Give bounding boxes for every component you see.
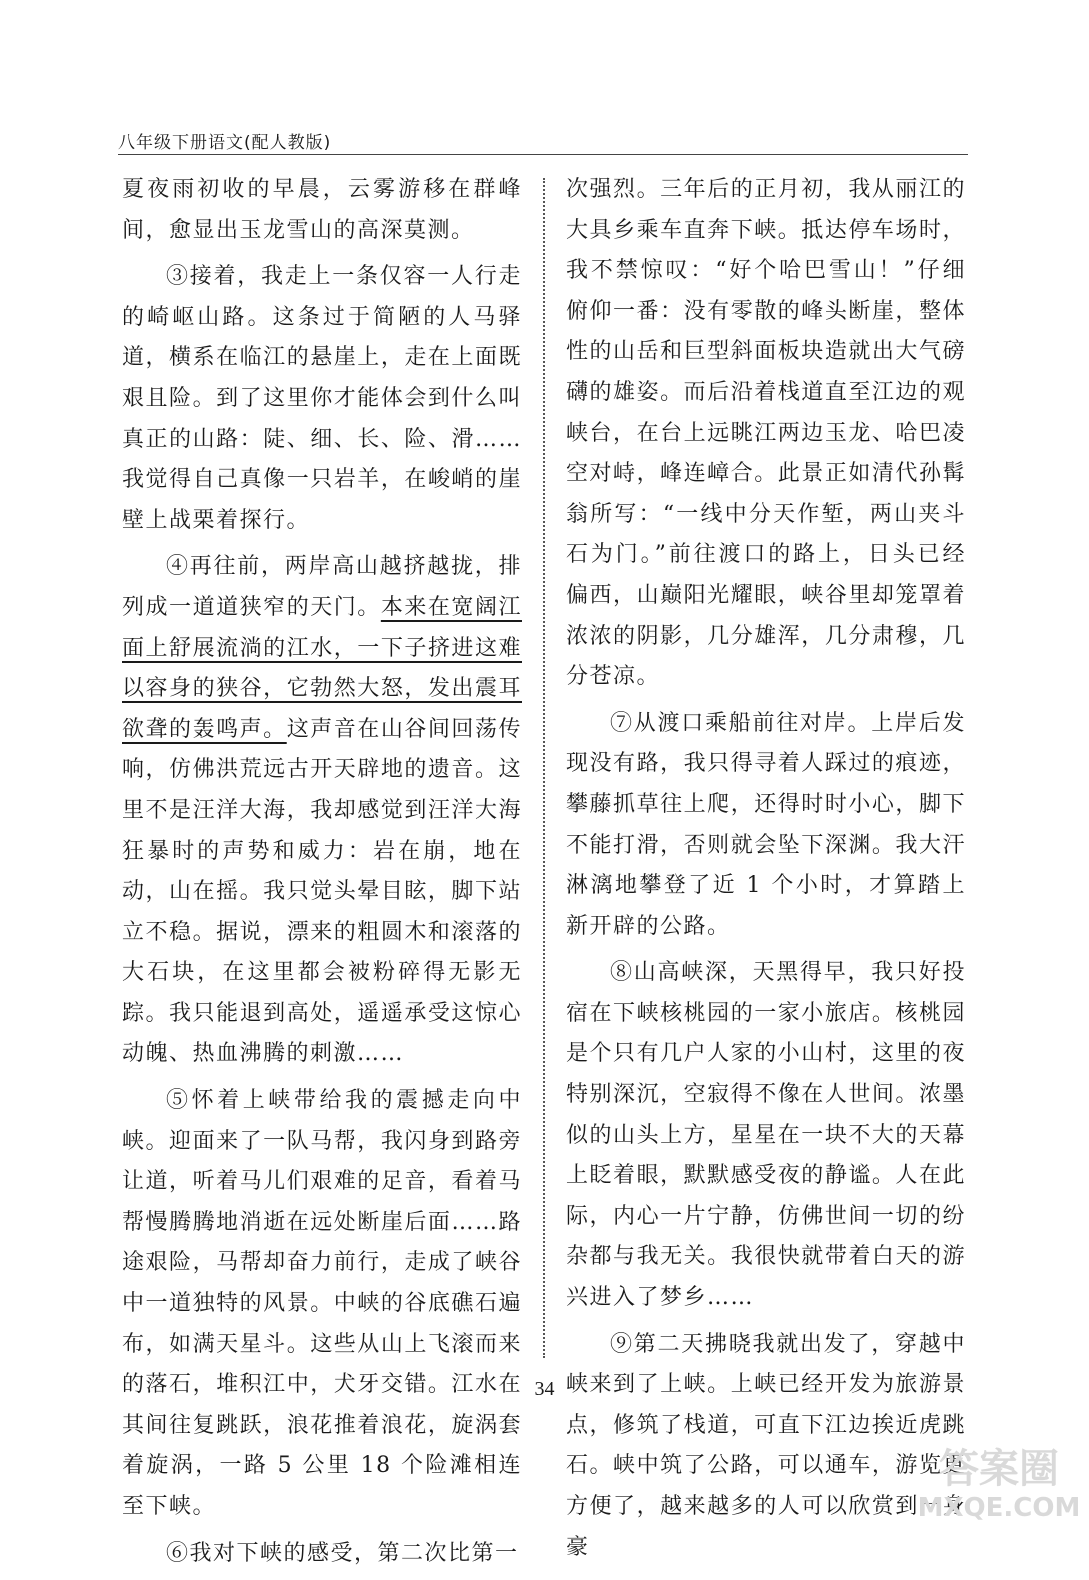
page-header: 八年级下册语文(配人教版) xyxy=(118,133,332,153)
header-rule xyxy=(118,154,968,155)
left-paragraph-4: ⑤怀着上峡带给我的震撼走向中峡。迎面来了一队马帮，我闪身到路旁让道，听着马儿们艰难的足音，看着马帮慢腾腾地消逝在远处断崖后面……路途艰险，马帮却奋力前行，走成了峡谷中一道独特的风景。中峡的谷底礁石遍布，如满天星斗。这些从山上飞滚而来的落石，堆积江中，犬牙交错。江水在其间往复跳跃，浪花推着浪花，旋涡套着旋涡，一路 5 公里 18 个险滩相连至下峡。 xyxy=(122,1088,522,1519)
right-paragraph-2: ⑦从渡口乘船前往对岸。上岸后发现没有路，我只得寻着人踩过的痕迹，攀藤抓草往上爬，还得时时小心，脚下不能打滑，否则就会坠下深渊。我大汗淋漓地攀登了近 1 个小时，才算踏上新开辟的公路。 xyxy=(566,710,966,939)
right-paragraph-4: ⑨第二天拂晓我就出发了，穿越中峡来到了上峡。上峡已经开发为旅游景点，修筑了栈道，可直下江边挨近虎跳石。峡中筑了公路，可以通车，游览更方便了，越来越多的人可以欣赏到一身豪 xyxy=(566,1331,966,1560)
left-paragraph-5: ⑥我对下峡的感受，第二次比第一 xyxy=(166,1540,519,1566)
page-number: 34 xyxy=(534,1378,555,1400)
left-paragraph-2: ③接着，我走上一条仅容一人行走的崎岖山路。这条过于简陋的人马驿道，横系在临江的悬崖上，走在上面既艰且险。到了这里你才能体会到什么叫真正的山路：陡、细、长、险、滑……我觉得自己真像一只岩羊，在峻峭的崖壁上战栗着探行。 xyxy=(122,264,522,533)
paragraph-3-end: 这声音在山谷间回荡传响，仿佛洪荒远古开天辟地的遗音。这里不是汪洋大海，我却感觉到汪洋大海狂暴时的声势和威力：岩在崩，地在动，山在摇。我只觉头晕目眩，脚下站立不稳。据说，漂来的粗圆木和滚落的大石块，在这里都会被粉碎得无影无踪。我只能退到高处，遥遥承受这惊心动魄、热血沸腾的刺激…… xyxy=(122,716,522,1067)
left-paragraph-1: 夏夜雨初收的早晨，云雾游移在群峰间，愈显出玉龙雪山的高深莫测。 xyxy=(122,177,522,243)
watermark-text: 答案圈 xyxy=(939,1446,1059,1492)
paragraph-3-start: ④再往前，两岸高山越挤越拢，排列成一道道狭窄的天门。 xyxy=(122,554,522,620)
watermark-url: MXQE.COM xyxy=(917,1493,1081,1523)
column-divider xyxy=(543,178,545,1358)
right-paragraph-1: 次强烈。三年后的正月初，我从丽江的大具乡乘车直奔下峡。抵达停车场时，我不禁惊叹：“好个哈巴雪山！”仔细俯仰一番：没有零散的峰头断崖，整体性的山岳和巨型斜面板块造就出大气磅礴的雄姿。而后沿着栈道直至江边的观峡台，在台上远眺江两边玉龙、哈巴凌空对峙，峰连嶂合。此景正如清代孙髯翁所写：“一线中分天作堑，两山夹斗石为门。”前往渡口的路上，日头已经偏西，山巅阳光耀眼，峡谷里却笼罩着浓浓的阴影，几分雄浑，几分肃穆，几分苍凉。 xyxy=(566,177,966,690)
watermark-logo xyxy=(917,1430,1081,1523)
left-column xyxy=(122,170,522,1580)
right-column xyxy=(566,170,966,1574)
right-paragraph-3: ⑧山高峡深，天黑得早，我只好投宿在下峡核桃园的一家小旅店。核桃园是个只有几户人家的小山村，这里的夜特别深沉，空寂得不像在人世间。浓墨似的山头上方，星星在一块不大的天幕上眨着眼，默默感受夜的静谧。人在此际，内心一片宁静，仿佛世间一切的纷杂都与我无关。我很快就带着白天的游兴进入了梦乡…… xyxy=(566,960,966,1311)
left-paragraph-3 xyxy=(122,547,522,1075)
underlined-sentence: 本来在宽阔江面上舒展流淌的江水，一下子挤进这难以容身的狭谷，它勃然大怒，发出震耳欲聋的轰鸣声。 xyxy=(122,594,522,742)
